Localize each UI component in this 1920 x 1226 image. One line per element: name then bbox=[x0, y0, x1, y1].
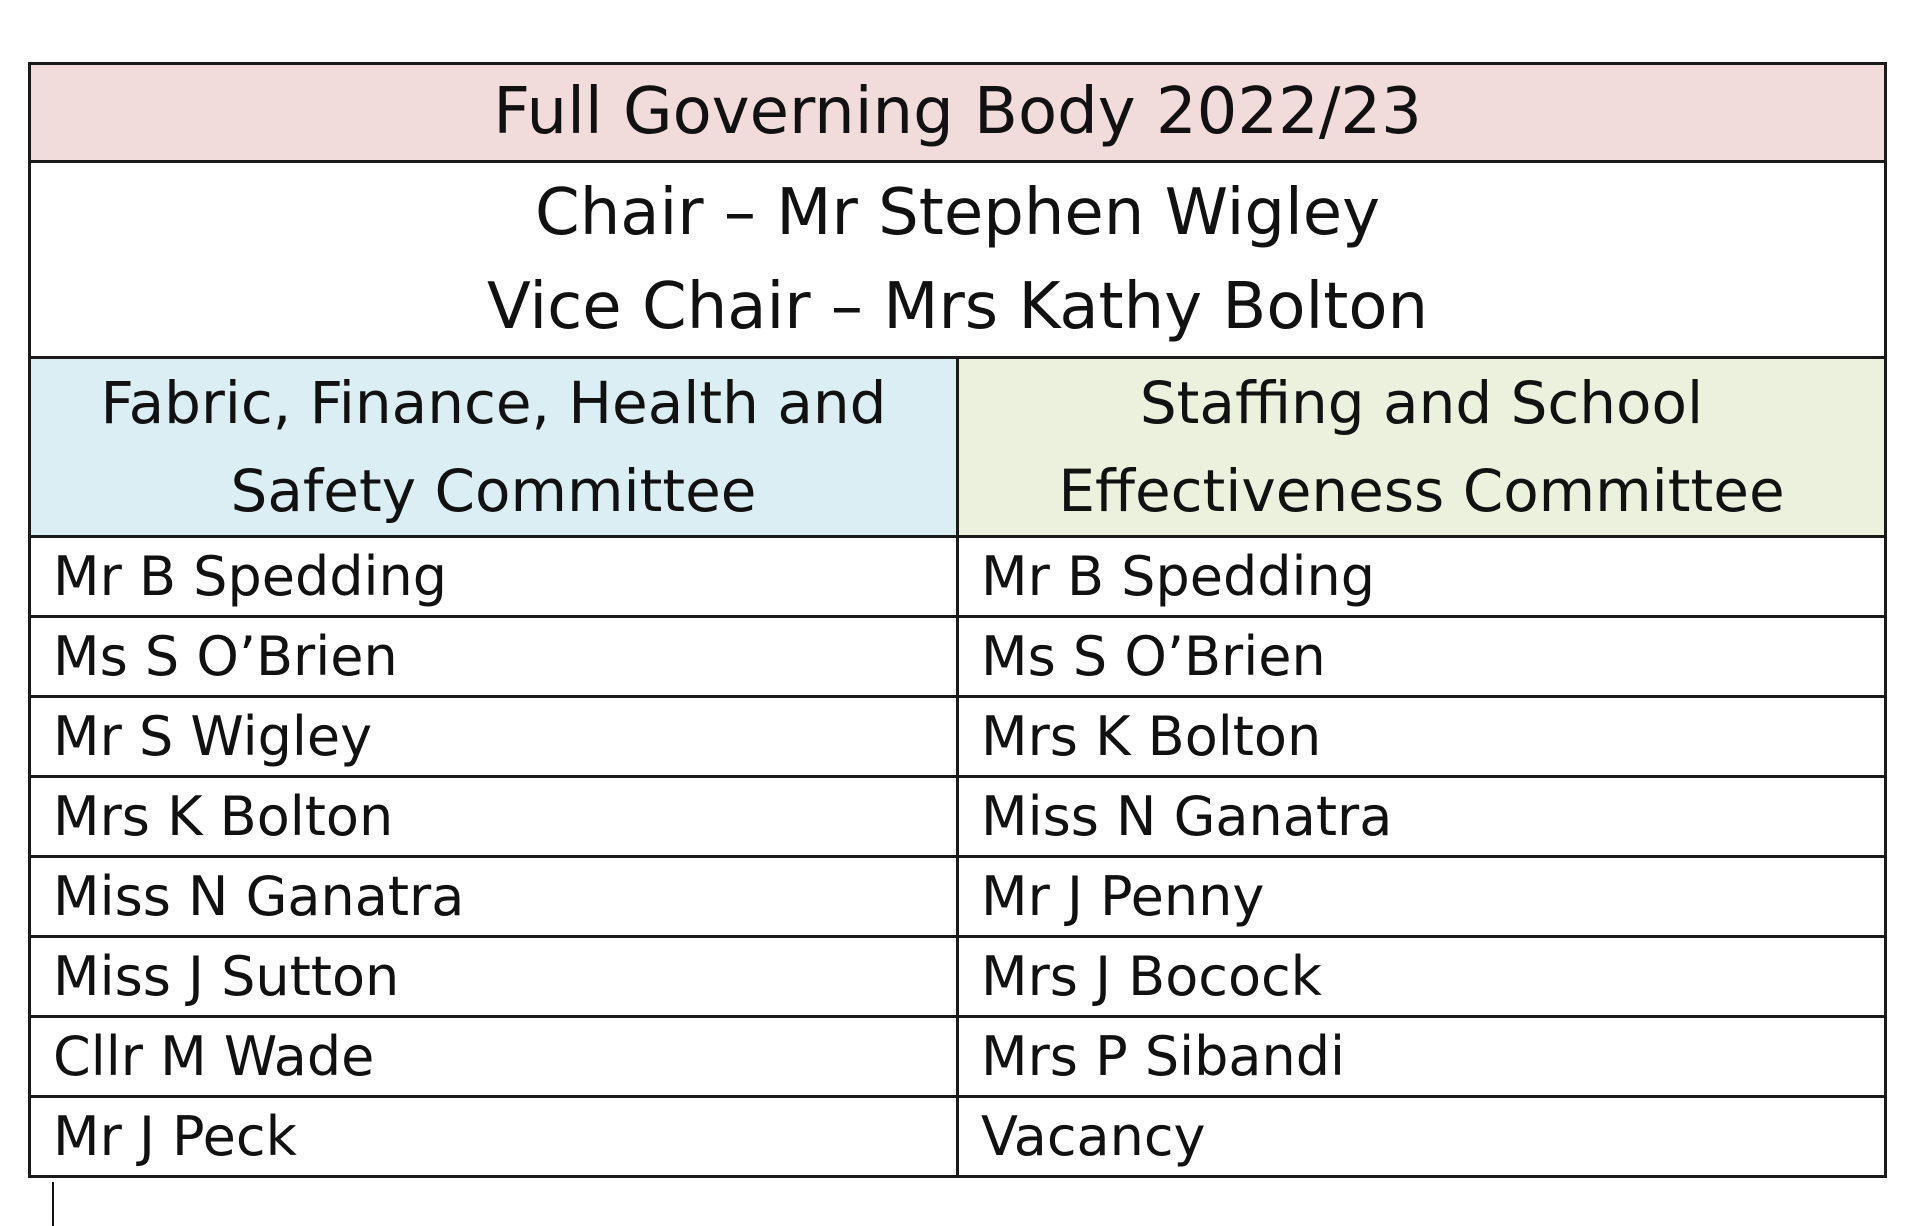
member-cell: Mrs P Sibandi bbox=[958, 1017, 1886, 1097]
member-cell: Mr J Peck bbox=[30, 1097, 958, 1177]
committee-name-line: Effectiveness Committee bbox=[1058, 457, 1785, 525]
title-row bbox=[30, 64, 1886, 162]
member-cell: Mr B Spedding bbox=[958, 537, 1886, 617]
table-row bbox=[30, 1017, 1886, 1097]
table-row bbox=[30, 777, 1886, 857]
committee-name-line: Safety Committee bbox=[230, 457, 757, 525]
member-cell: Miss N Ganatra bbox=[30, 857, 958, 937]
member-cell: Mr J Penny bbox=[958, 857, 1886, 937]
member-cell: Mrs K Bolton bbox=[30, 777, 958, 857]
vice-chair-name: Vice Chair – Mrs Kathy Bolton bbox=[486, 269, 1429, 344]
table-row bbox=[30, 537, 1886, 617]
committee-header-row bbox=[30, 358, 1886, 537]
member-cell: Mr B Spedding bbox=[30, 537, 958, 617]
member-cell: Cllr M Wade bbox=[30, 1017, 958, 1097]
member-cell: Mrs J Bocock bbox=[958, 937, 1886, 1017]
member-cell: Ms S O’Brien bbox=[958, 617, 1886, 697]
text-cursor bbox=[52, 1182, 54, 1226]
member-cell: Vacancy bbox=[958, 1097, 1886, 1177]
committee-name-line: Staffing and School bbox=[1139, 369, 1704, 437]
table-row bbox=[30, 697, 1886, 777]
table-row bbox=[30, 937, 1886, 1017]
table-row bbox=[30, 857, 1886, 937]
committee-header-fabric-finance bbox=[30, 358, 958, 537]
committee-header-staffing bbox=[958, 358, 1886, 537]
chairs-row bbox=[30, 162, 1886, 358]
table-row bbox=[30, 1097, 1886, 1177]
member-cell: Miss N Ganatra bbox=[958, 777, 1886, 857]
table-row bbox=[30, 617, 1886, 697]
governing-body-table bbox=[28, 62, 1887, 1178]
member-cell: Mr S Wigley bbox=[30, 697, 958, 777]
chair-name: Chair – Mr Stephen Wigley bbox=[535, 175, 1380, 250]
member-cell: Ms S O’Brien bbox=[30, 617, 958, 697]
committee-name-line: Fabric, Finance, Health and bbox=[100, 369, 887, 437]
table-title: Full Governing Body 2022/23 bbox=[30, 64, 1886, 162]
chairs-cell bbox=[30, 162, 1886, 358]
member-cell: Miss J Sutton bbox=[30, 937, 958, 1017]
member-cell: Mrs K Bolton bbox=[958, 697, 1886, 777]
